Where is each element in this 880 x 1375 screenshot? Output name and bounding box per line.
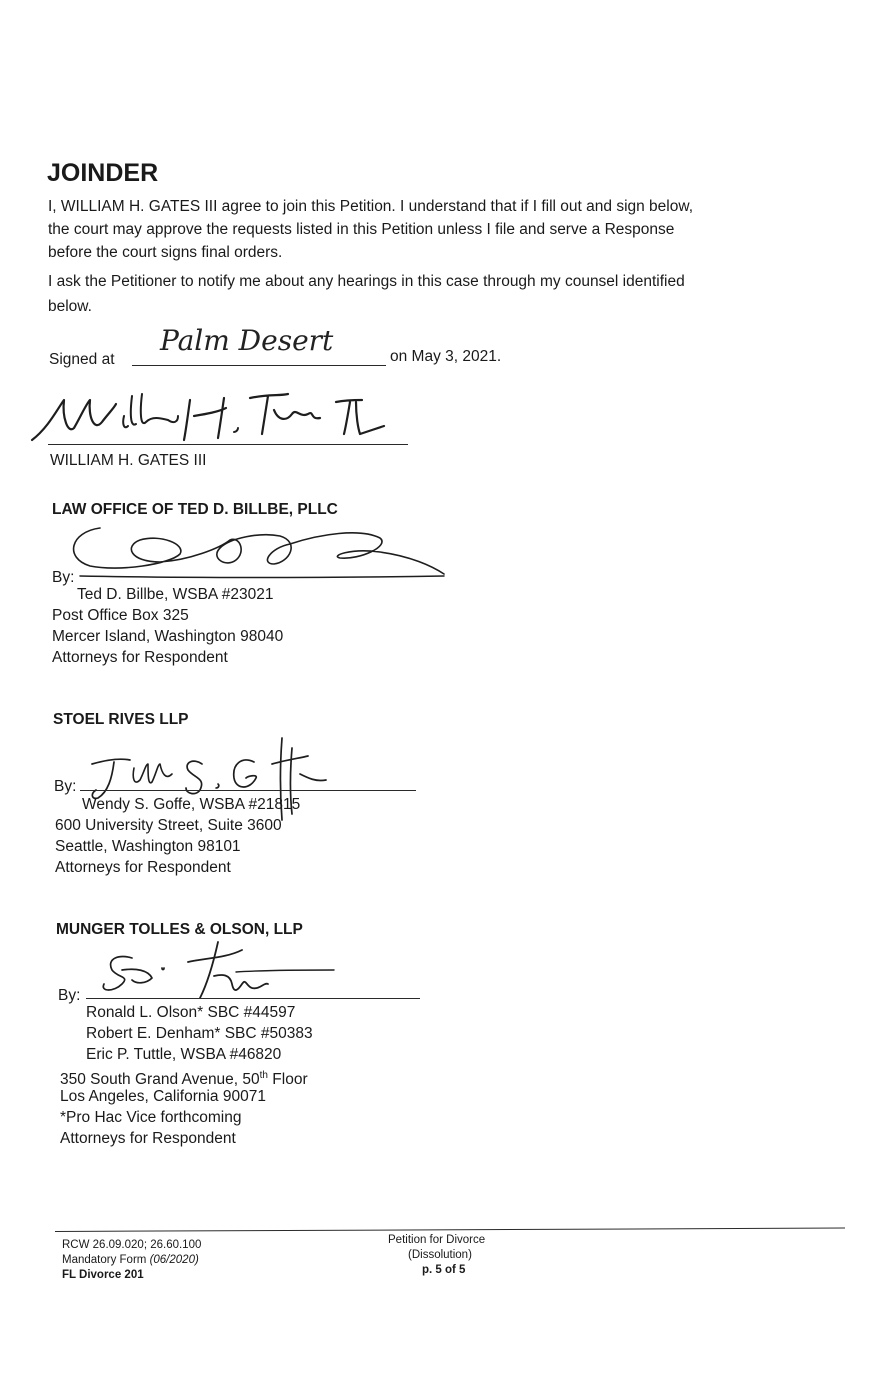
address-line: Seattle, Washington 98101 [55,838,241,855]
gates-signature-line [48,444,408,445]
address-line: 600 University Street, Suite 3600 [55,817,282,834]
address-superscript: th [259,1070,268,1081]
tuttle-signature [96,940,346,1002]
signed-at-label: Signed at [49,351,115,368]
signed-at-underline [132,365,386,366]
role-line: Attorneys for Respondent [60,1130,236,1147]
footer-form-date: (06/2020) [149,1254,199,1266]
footer-form-label: Mandatory Form [62,1254,150,1266]
signer-name: WILLIAM H. GATES III [50,452,207,469]
gates-signature [28,388,398,450]
attorney-line: Wendy S. Goffe, WSBA #21815 [82,796,301,813]
billbe-signature [60,518,450,582]
tuttle-signature-line [86,998,420,999]
footer-page-number: p. 5 of 5 [422,1264,466,1276]
signed-date: on May 3, 2021. [390,348,502,365]
firm-name-stoel: STOEL RIVES LLP [53,711,189,728]
joinder-paragraph-line: the court may approve the requests listed in this Petition unless I file and serve a Response [48,221,675,238]
joinder-paragraph-line: before the court signs final orders. [48,244,283,261]
attorney-line: Eric P. Tuttle, WSBA #46820 [86,1046,282,1063]
role-line: Attorneys for Respondent [55,859,231,876]
by-label: By: [58,987,81,1004]
by-label: By: [52,569,75,586]
signed-at-place: Palm Desert [160,324,334,357]
note-line: *Pro Hac Vice forthcoming [60,1109,242,1126]
address-line: Post Office Box 325 [52,607,189,624]
address-line: Los Angeles, California 90071 [60,1088,266,1105]
address-street: 350 South Grand Avenue, 50 [60,1071,260,1089]
role-line: Attorneys for Respondent [52,649,228,666]
attorney-line: Ronald L. Olson* SBC #44597 [86,1004,296,1021]
address-line: Mercer Island, Washington 98040 [52,628,284,645]
firm-name-billbe: LAW OFFICE OF TED D. BILLBE, PLLC [52,501,338,518]
footer-statute: RCW 26.09.020; 26.60.100 [62,1239,202,1251]
by-label: By: [54,778,77,795]
joinder-heading: JOINDER [47,159,159,187]
footer-document-subtitle: (Dissolution) [408,1249,472,1261]
joinder-paragraph-line: I, WILLIAM H. GATES III agree to join this Petition. I understand that if I fill out and sign below, [48,198,694,215]
address-floor: Floor [268,1071,308,1089]
footer-rule [55,1228,845,1232]
footer-mandatory-form [62,1253,199,1268]
footer-form-number: FL Divorce 201 [62,1269,144,1281]
firm-name-munger: MUNGER TOLLES & OLSON, LLP [56,921,303,938]
notify-paragraph-line: below. [48,298,92,315]
goffe-signature-line [80,790,416,791]
attorney-line: Robert E. Denham* SBC #50383 [86,1025,313,1042]
attorney-line: Ted D. Billbe, WSBA #23021 [77,586,274,603]
notify-paragraph-line: I ask the Petitioner to notify me about any hearings in this case through my counsel identified [48,273,685,290]
footer-document-title: Petition for Divorce [388,1234,486,1246]
